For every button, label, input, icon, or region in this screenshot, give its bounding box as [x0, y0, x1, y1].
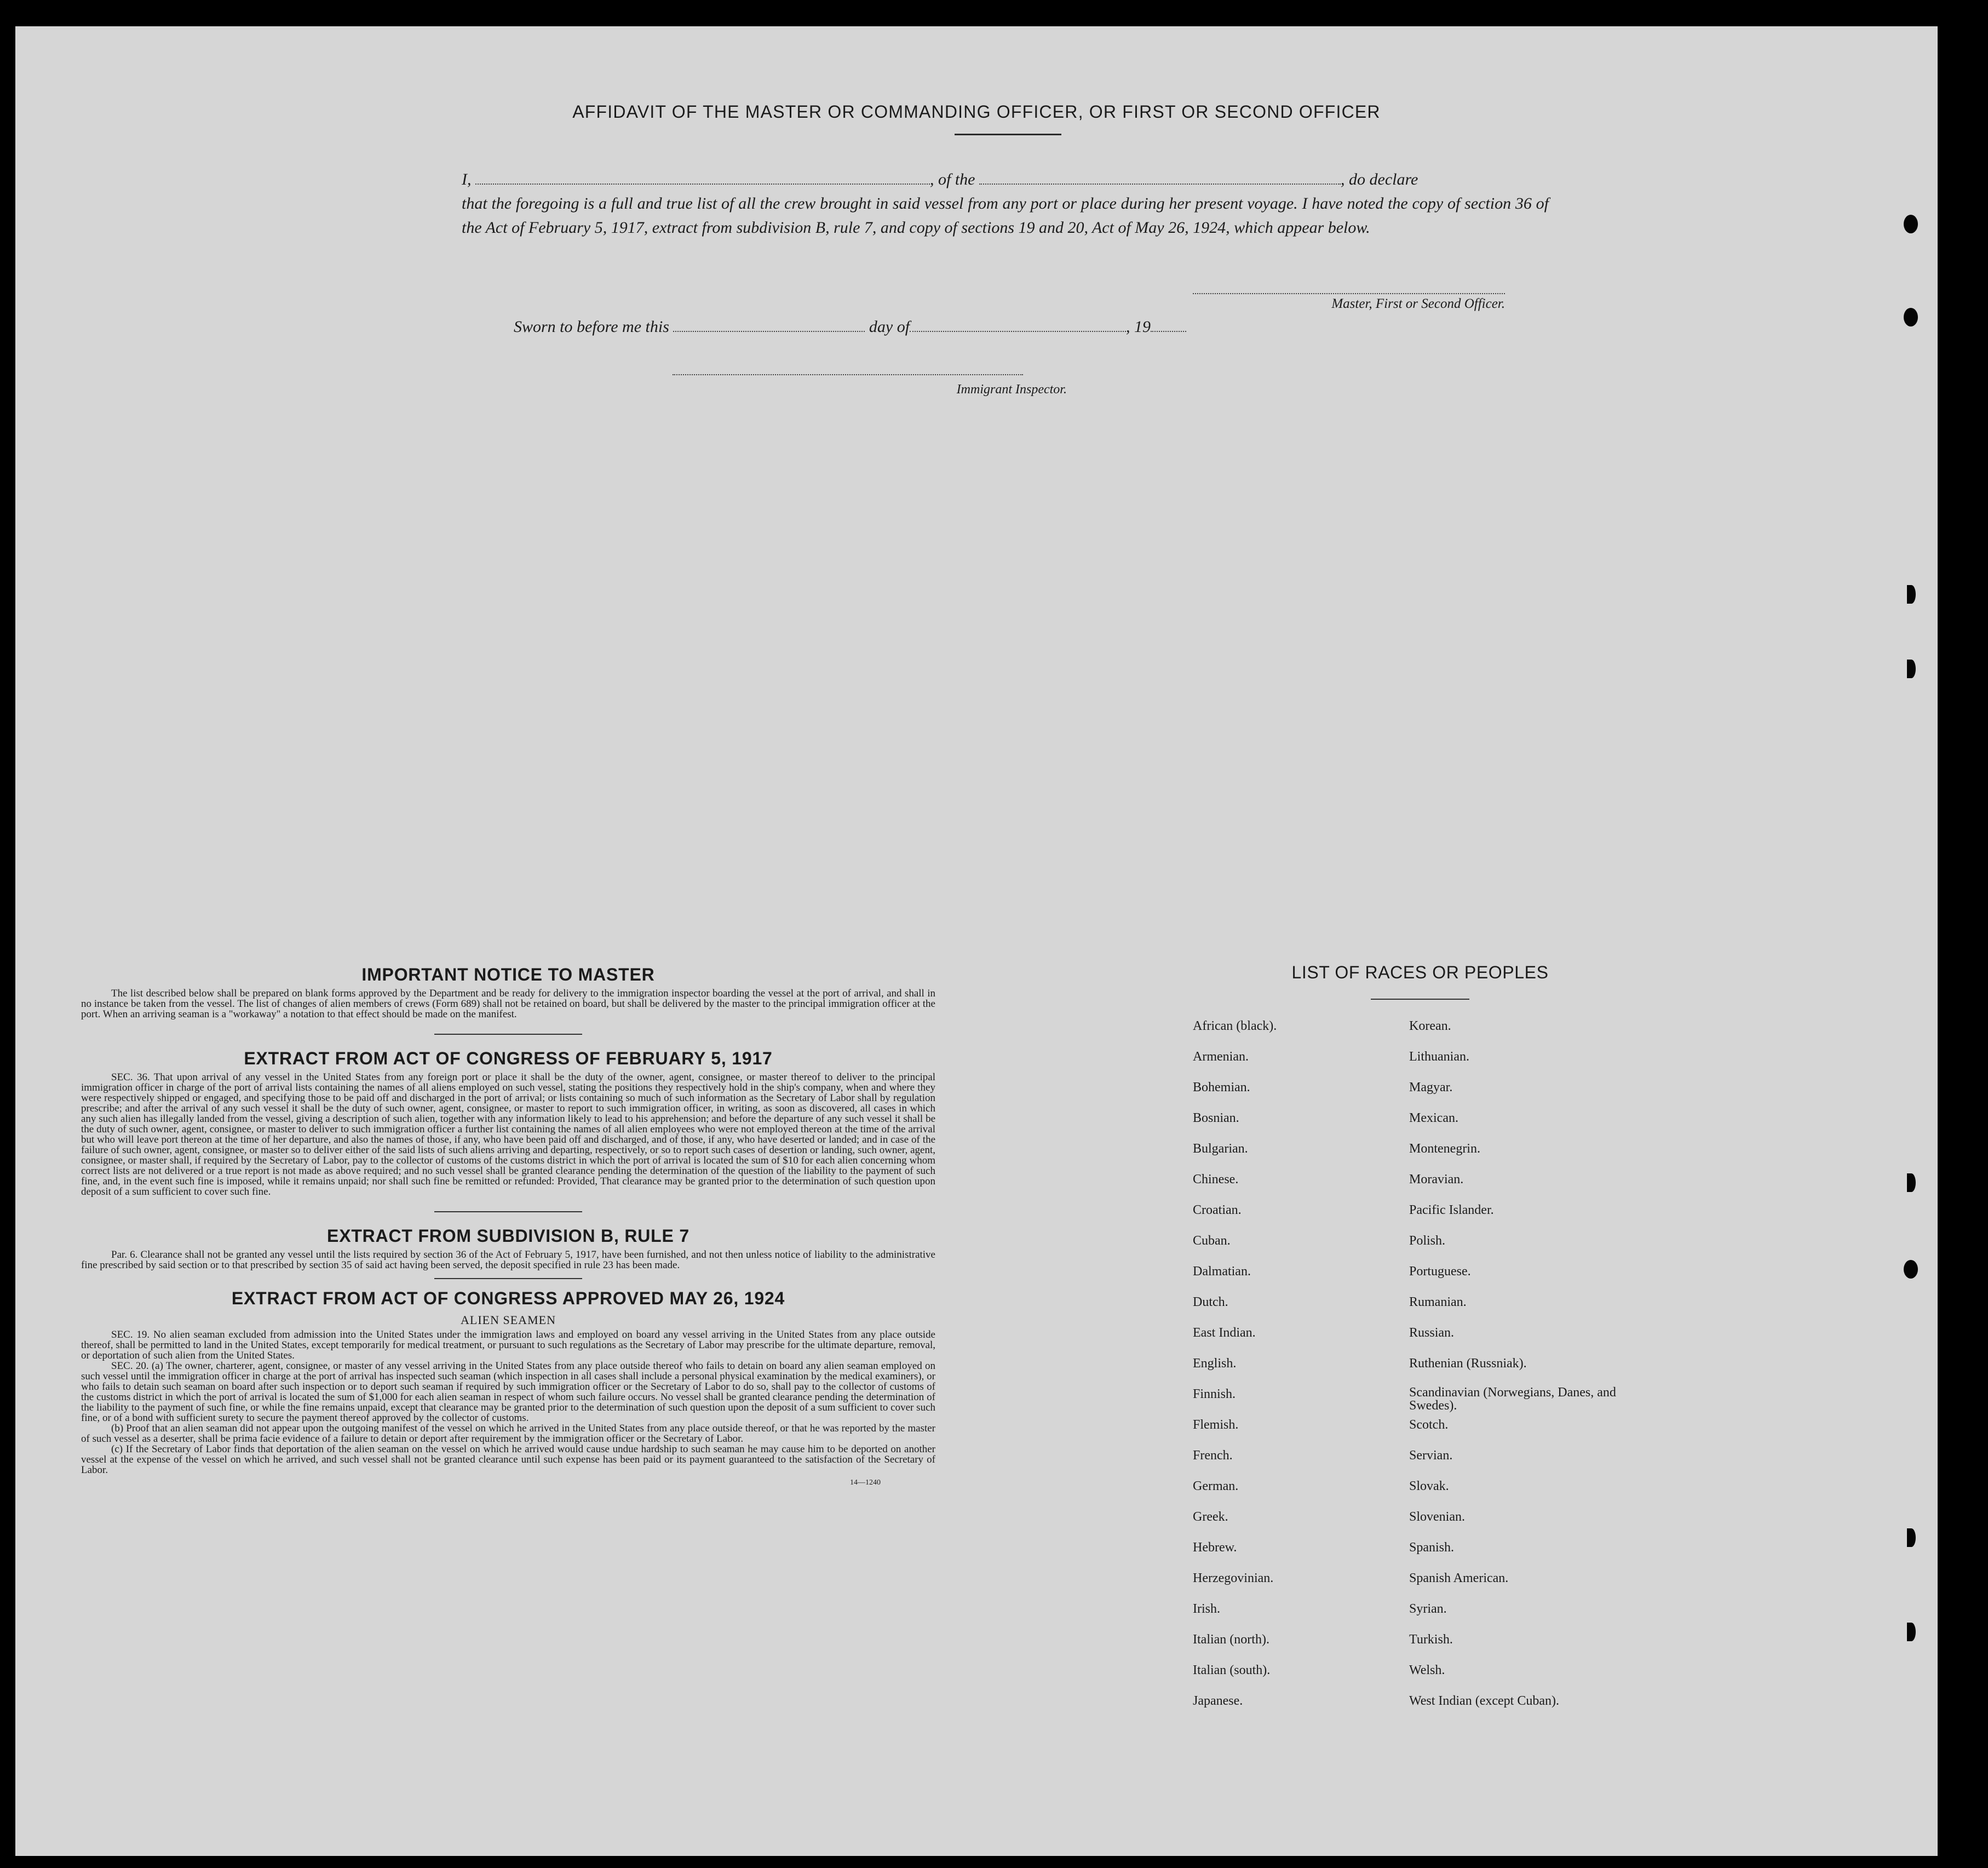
race-item: Korean.	[1409, 1019, 1451, 1033]
document-page	[15, 26, 1938, 1856]
race-item: Spanish.	[1409, 1540, 1455, 1555]
race-item: Flemish.	[1193, 1418, 1239, 1432]
name-blank	[475, 169, 930, 185]
title-divider	[955, 134, 1061, 135]
master-signature-line	[1193, 293, 1505, 294]
extract-rule7-heading: EXTRACT FROM SUBDIVISION B, RULE 7	[327, 1226, 690, 1246]
races-left-column	[1193, 1018, 1401, 1723]
inspector-signature-label: Immigrant Inspector.	[956, 382, 1067, 397]
sworn-prefix: Sworn to before me this	[514, 318, 669, 336]
race-item: Herzegovinian.	[1193, 1571, 1274, 1585]
declaration-of-the: , of the	[930, 170, 975, 188]
vessel-blank	[979, 169, 1341, 185]
race-item: Greek.	[1193, 1510, 1228, 1524]
section-divider	[434, 1278, 582, 1279]
race-item: West Indian (except Cuban).	[1409, 1694, 1559, 1708]
races-right-column	[1409, 1018, 1639, 1723]
notice-text: The list described below shall be prepared on blank forms approved by the Department and be ready for delivery to the immigration inspector boarding the vessel at the port of arrival, and shall in no instance be taken from the vessel. The list of changes of alien members of crews (Form 689) shall not be retained on board, but shall be delivered by the master to the principal immigration officer at the port. When an arriving seaman is a "workaway" a notation to that effect should be made on the manifest.	[81, 988, 935, 1020]
binder-hole	[1904, 308, 1918, 326]
race-item: Dutch.	[1193, 1295, 1228, 1309]
declaration-body: that the foregoing is a full and true list of all the crew brought in said vessel from any port or place during her present voyage. I have noted the copy of section 36 of the Act of February 5, 1917, extract from subdivision B, rule 7, and copy of sections 19 and 20, Act of May 26, 1924, which appear below.	[462, 194, 1549, 237]
sworn-year-blank	[1151, 317, 1186, 332]
race-item: Japanese.	[1193, 1694, 1243, 1708]
section-20c-text: (c) If the Secretary of Labor finds that deportation of the alien seaman on the vessel on which he arrived would cause undue hardship to such seaman he may cause him to be deported on another vessel at the expense of the vessel on which he arrived, and such vessel shall not be granted clearance until such expense has been paid or its payment guaranteed to the satisfaction of the Secretary of Labor.	[81, 1443, 935, 1476]
section-divider	[434, 1211, 582, 1212]
declaration-i: I,	[462, 170, 472, 188]
affidavit-title: AFFIDAVIT OF THE MASTER OR COMMANDING OFFICER, OR FIRST OR SECOND OFFICER	[572, 102, 1381, 122]
sworn-day-blank	[673, 317, 865, 332]
race-item: Dalmatian.	[1193, 1264, 1251, 1279]
sworn-year: , 19	[1126, 318, 1151, 336]
race-item: Italian (north).	[1193, 1632, 1269, 1647]
binder-hole	[1907, 1528, 1916, 1547]
race-item: Russian.	[1409, 1326, 1455, 1340]
alien-seamen-subheading: ALIEN SEAMEN	[461, 1313, 556, 1327]
race-item: Croatian.	[1193, 1203, 1242, 1217]
race-item: Finnish.	[1193, 1387, 1236, 1401]
race-item: Turkish.	[1409, 1632, 1453, 1647]
race-item: Welsh.	[1409, 1663, 1445, 1677]
binder-hole	[1904, 1260, 1918, 1279]
race-item: Scotch.	[1409, 1418, 1449, 1432]
race-item: Armenian.	[1193, 1050, 1249, 1064]
binder-hole	[1907, 1623, 1916, 1641]
race-item: East Indian.	[1193, 1326, 1256, 1340]
section-20a-text: SEC. 20. (a) The owner, charterer, agent, consignee, or master of any vessel arriving in the United States from any place outside thereof who fails to detain on board any alien seaman employed on such vessel until the immigration officer in charge at the port of arrival has inspected such seaman (which inspection in all cases shall include a personal physical examination by the medical examiners), or who fails to detain such seaman on board after such inspection or to deport such seaman if required by such immigration officer or the Secretary of Labor to do so, shall pay to the collector of customs of the customs district in which the port of arrival is located the sum of $1,000 for each alien seaman in respect of whom such failure occurs. No vessel shall be granted clearance pending the determination of the liability to the payment of such fine, or while the fine remains unpaid, except that clearance may be granted prior to the determination of such question upon the deposit of a sum sufficient to cover such fine, or of a bond with sufficient surety to secure the payment thereof approved by the collector of customs.	[81, 1360, 935, 1424]
race-item: Irish.	[1193, 1602, 1220, 1616]
race-item: African (black).	[1193, 1019, 1277, 1033]
race-item: Chinese.	[1193, 1172, 1239, 1187]
sworn-month-blank	[910, 317, 1126, 332]
sworn-day-of: day of	[869, 318, 910, 336]
declaration-first-line	[462, 168, 1549, 192]
race-item: Magyar.	[1409, 1080, 1453, 1095]
race-item: Hebrew.	[1193, 1540, 1237, 1555]
race-item: Bohemian.	[1193, 1080, 1250, 1095]
notice-column	[81, 963, 935, 1487]
races-divider	[1371, 999, 1469, 1000]
race-item: Scandinavian (Norwegians, Danes, and Swedes).	[1409, 1385, 1616, 1413]
race-item: Moravian.	[1409, 1172, 1464, 1187]
form-number: 14—1240	[850, 1479, 881, 1487]
binder-hole	[1904, 215, 1918, 233]
binder-hole	[1907, 1173, 1916, 1192]
race-item: Lithuanian.	[1409, 1050, 1469, 1064]
race-item: Servian.	[1409, 1448, 1453, 1463]
races-heading: LIST OF RACES OR PEOPLES	[1291, 962, 1549, 982]
race-item: French.	[1193, 1448, 1233, 1463]
race-item: Slovak.	[1409, 1479, 1449, 1493]
race-item: Polish.	[1409, 1234, 1446, 1248]
race-item: Mexican.	[1409, 1111, 1458, 1125]
race-item: Pacific Islander.	[1409, 1203, 1494, 1217]
binder-hole	[1907, 585, 1916, 604]
inspector-signature-line	[673, 374, 1023, 375]
extract-1917-text: SEC. 36. That upon arrival of any vessel in the United States from any foreign port or place it shall be the duty of the owner, agent, consignee, or master thereof to deliver to the principal immigration officer in charge of the port of arrival lists containing the names of all aliens employed on such vessel, stating the positions they respectively hold in the ship's company, when and where they were respectively shipped or engaged, and specifying those to be paid off and discharged in the port of arrival; or lists containing so much of such information as the Secretary of Labor shall by regulation prescribe; and after the arrival of any such vessel it shall be the duty of such owner, agent, consignee, or master to report to such immigration officer, in writing, as soon as discovered, all cases in which any such alien has illegally landed from the vessel, giving a description of such alien, together with any information likely to lead to his apprehension; and before the departure of any such vessel it shall be the duty of such owner, agent, consignee, or master to deliver to such immigration officer a further list containing the names of all alien employees who were not employed thereon at the time of the arrival but who will leave port thereon at the time of her departure, and also the names of those, if any, who have been paid off and discharged, and of those, if any, who have deserted or landed; and in case of the failure of such owner, agent, consignee, or master so to deliver either of the said lists of such aliens arriving and departing, respectively, or so to report such cases of desertion or landing, such owner, agent, consignee, or master shall, if required by the Secretary of Labor, pay to the collector of customs of the customs district in which the port of arrival is located the sum of $10 for each alien concerning whom correct lists are not delivered or a true report is not made as above required; and no such vessel shall be granted clearance pending the determination of the question of the liability to the payment of such fine, and, in the event such fine is imposed, while it remains unpaid; nor shall such fine be remitted or refunded: Provided, That clearance may be granted prior to the determination of such question upon deposit of a sum sufficient to cover such fine.	[81, 1071, 935, 1197]
section-19-text: SEC. 19. No alien seaman excluded from admission into the United States under the immigration laws and employed on board any vessel arriving in the United States from any place outside thereof, shall be permitted to land in the United States, except temporarily for medical treatment, or pursuant to such regulations as the Secretary of Labor may prescribe for the ultimate departure, removal, or deportation of such alien from the United States.	[81, 1329, 935, 1361]
sworn-statement	[514, 317, 1186, 336]
race-item: Ruthenian (Russniak).	[1409, 1356, 1527, 1371]
race-item: Bosnian.	[1193, 1111, 1239, 1125]
race-item: Bulgarian.	[1193, 1142, 1248, 1156]
race-item: Syrian.	[1409, 1602, 1447, 1616]
race-item: Cuban.	[1193, 1234, 1231, 1248]
declaration-do-declare: , do declare	[1341, 170, 1418, 188]
race-item: Montenegrin.	[1409, 1142, 1480, 1156]
extract-1917-heading: EXTRACT FROM ACT OF CONGRESS OF FEBRUARY 5, 1917	[244, 1048, 773, 1068]
race-item: German.	[1193, 1479, 1239, 1493]
section-20b-text: (b) Proof that an alien seaman did not appear upon the outgoing manifest of the vessel on which he arrived in the United States from any place outside thereof, or that he was reported by the master of such vessel as a deserter, shall be prima facie evidence of a failure to detain or deport after requirement by the immigration officer or the Secretary of Labor.	[81, 1423, 935, 1445]
race-item: English.	[1193, 1356, 1237, 1371]
binder-hole	[1907, 660, 1916, 678]
race-item: Portuguese.	[1409, 1264, 1471, 1279]
notice-heading: IMPORTANT NOTICE TO MASTER	[361, 965, 655, 984]
race-item: Rumanian.	[1409, 1295, 1467, 1309]
master-signature-label: Master, First or Second Officer.	[1331, 296, 1505, 311]
extract-rule7-text: Par. 6. Clearance shall not be granted any vessel until the lists required by section 36 of the Act of February 5, 1917, have been furnished, and not then unless notice of liability to the administrative fine prescribed by said section or to that prescribed by section 35 of said act having been served, the deposit specified in rule 23 has been made.	[81, 1249, 935, 1271]
race-item: Spanish American.	[1409, 1571, 1509, 1585]
declaration-text	[462, 168, 1549, 240]
section-divider	[434, 1034, 582, 1035]
race-item: Italian (south).	[1193, 1663, 1271, 1677]
race-item: Slovenian.	[1409, 1510, 1465, 1524]
extract-1924-heading: EXTRACT FROM ACT OF CONGRESS APPROVED MAY 26, 1924	[231, 1288, 785, 1308]
